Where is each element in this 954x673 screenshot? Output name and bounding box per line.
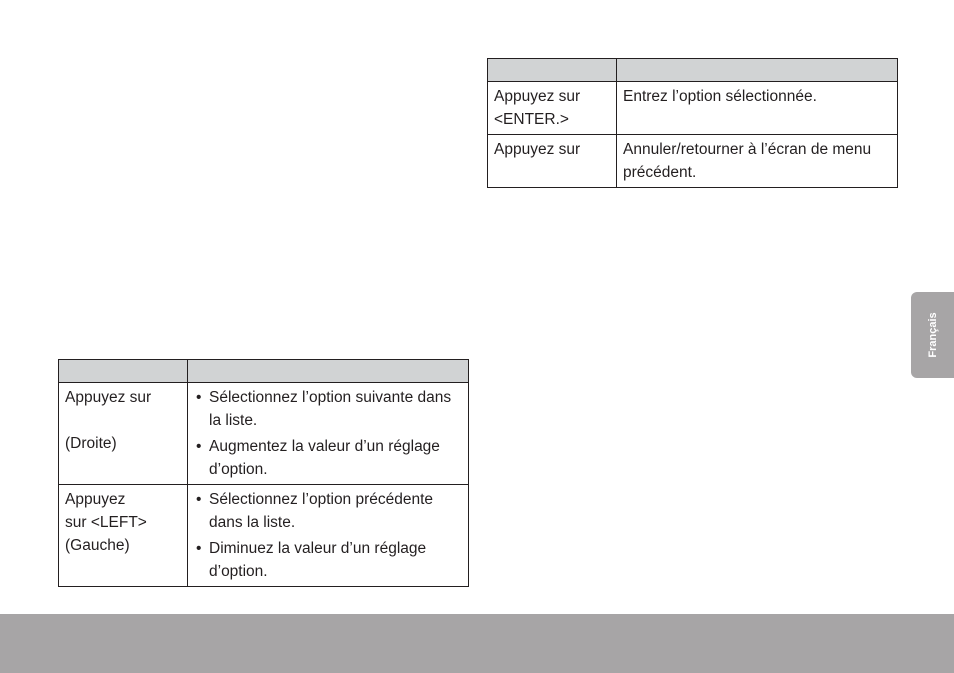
- desc-cell: [188, 383, 469, 485]
- desc-cell: Entrez l’option sélectionnée.: [617, 82, 898, 135]
- key-cell: [59, 383, 188, 485]
- table-right: [487, 58, 898, 188]
- key-text: [65, 409, 181, 432]
- bullet-list: [194, 488, 462, 583]
- footer-bar: [0, 614, 954, 673]
- table-header-row: [488, 59, 898, 82]
- key-text: Appuyez sur: [494, 88, 581, 105]
- bullet-item: • Sélectionnez l’option précédente dans la liste.: [194, 488, 462, 534]
- key-text: (Droite): [65, 435, 117, 452]
- header-cell: [59, 360, 188, 383]
- table-row: [59, 383, 469, 485]
- key-text: <ENTER.>: [494, 111, 569, 128]
- table-row: [59, 485, 469, 587]
- language-side-tab: [911, 292, 954, 378]
- table-row: [488, 82, 898, 135]
- header-cell: [617, 59, 898, 82]
- key-cell: [488, 135, 617, 188]
- bullet-item: • Diminuez la valeur d’un réglage d’option.: [194, 537, 462, 583]
- bullet-item: • Augmentez la valeur d’un réglage d’option.: [194, 435, 462, 481]
- desc-cell: Annuler/retourner à l’écran de menu précédent.: [617, 135, 898, 188]
- bullet-list: [194, 386, 462, 481]
- table-header-row: [59, 360, 469, 383]
- table-left: [58, 359, 469, 587]
- key-cell: [488, 82, 617, 135]
- key-cell: [59, 485, 188, 587]
- key-text: Appuyez sur: [494, 141, 581, 158]
- bullet-item: • Sélectionnez l’option suivante dans la liste.: [194, 386, 462, 432]
- table-row: [488, 135, 898, 188]
- desc-cell: [188, 485, 469, 587]
- header-cell: [188, 360, 469, 383]
- key-text: (Gauche): [65, 537, 130, 554]
- key-text: sur <LEFT>: [65, 514, 147, 531]
- key-text: Appuyez: [65, 491, 126, 508]
- language-tab-label: Français: [926, 312, 939, 358]
- key-text: Appuyez sur: [65, 389, 152, 406]
- header-cell: [488, 59, 617, 82]
